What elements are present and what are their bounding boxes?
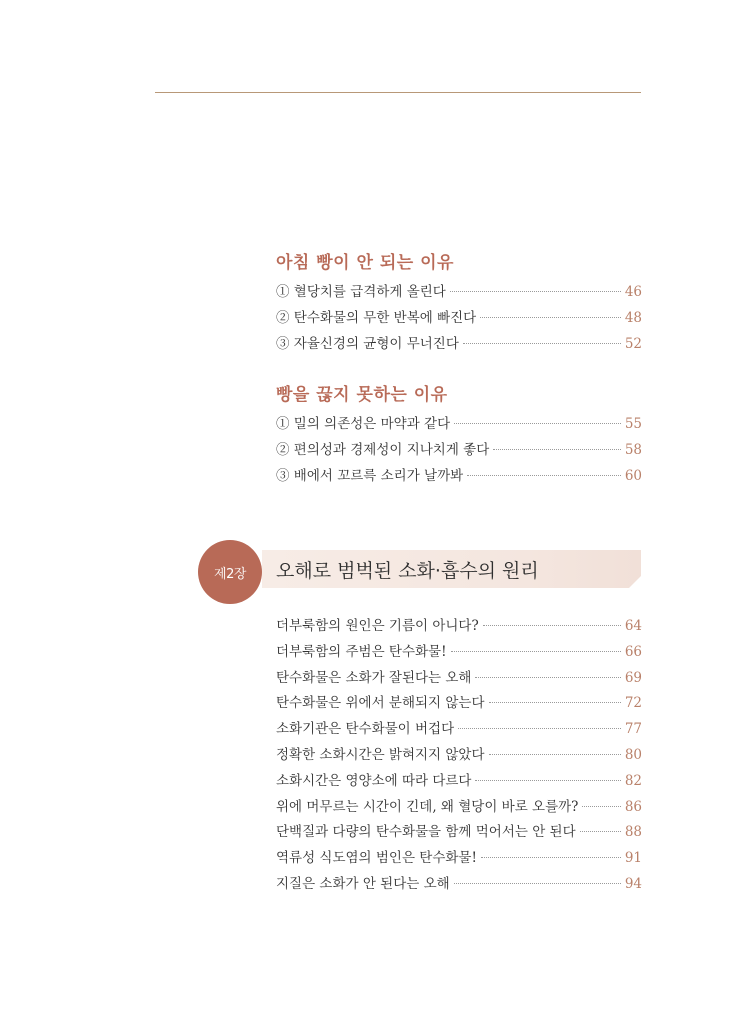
toc-entry-label: 소화시간은 영양소에 따라 다르다 [276, 772, 472, 789]
toc-entry[interactable] [276, 464, 642, 490]
dot-leader [475, 780, 620, 781]
toc-section-2 [276, 382, 642, 489]
toc-entry-page: 86 [624, 798, 642, 815]
toc-entry-label: ③ 배에서 꼬르륵 소리가 날까봐 [276, 467, 464, 484]
dot-leader [580, 831, 621, 832]
dot-leader [454, 883, 621, 884]
section-title: 아침 빵이 안 되는 이유 [276, 253, 454, 273]
toc-entry-page: 80 [624, 746, 642, 763]
toc-entry[interactable] [276, 846, 642, 872]
dot-leader [493, 449, 621, 450]
toc-entry-page: 58 [624, 441, 642, 458]
toc-entry[interactable] [276, 820, 642, 846]
toc-entry-label: 더부룩함의 주범은 탄수화물! [276, 643, 447, 660]
dot-leader [450, 291, 621, 292]
section-title: 빵을 끊지 못하는 이유 [276, 385, 448, 405]
toc-entry-label: 더부룩함의 원인은 기름이 아니다? [276, 618, 479, 634]
toc-entry-label: ② 편의성과 경제성이 지나치게 좋다 [276, 441, 490, 458]
dot-leader [582, 806, 620, 807]
toc-entry-page: 52 [624, 335, 642, 352]
toc-entry-page: 91 [624, 850, 642, 867]
toc-entry-page: 66 [624, 643, 642, 660]
toc-entry-page: 55 [624, 416, 642, 432]
toc-entry-page: 64 [624, 618, 642, 634]
toc-entry-page: 72 [624, 695, 642, 712]
chapter-toc-list [276, 614, 642, 898]
chapter-title[interactable]: 오해로 범벅된 소화·흡수의 원리 [276, 560, 539, 582]
toc-entry-page: 69 [624, 669, 642, 686]
toc-entry[interactable] [276, 795, 642, 821]
dot-leader [489, 702, 621, 703]
toc-entry-label: 역류성 식도염의 범인은 탄수화물! [276, 850, 477, 867]
toc-entry-label: ① 밀의 의존성은 마약과 같다 [276, 416, 451, 432]
toc-entry[interactable] [276, 614, 642, 640]
toc-entry-label: 지질은 소화가 안 된다는 오해 [276, 875, 450, 892]
toc-entry-label: 탄수화물은 소화가 잘된다는 오해 [276, 669, 472, 686]
toc-entry-page: 88 [624, 824, 642, 841]
dot-leader [481, 857, 621, 858]
toc-entry[interactable] [276, 666, 642, 692]
toc-entry-label: ② 탄수화물의 무한 반복에 빠진다 [276, 309, 477, 326]
dot-leader [451, 651, 621, 652]
dot-leader [483, 625, 621, 626]
toc-entry-page: 46 [624, 284, 642, 300]
toc-entry[interactable] [276, 412, 642, 438]
dot-leader [480, 317, 621, 318]
dot-leader [458, 728, 621, 729]
toc-entry[interactable] [276, 280, 642, 306]
toc-entry[interactable] [276, 640, 642, 666]
toc-entry-page: 94 [624, 875, 642, 892]
toc-entry-page: 82 [624, 772, 642, 789]
toc-entry-label: 소화기관은 탄수화물이 버겁다 [276, 721, 455, 738]
dot-leader [454, 423, 621, 424]
toc-entry[interactable] [276, 332, 642, 358]
toc-entry-label: ③ 자율신경의 균형이 무너진다 [276, 335, 459, 352]
toc-entry-label: ① 혈당치를 급격하게 올린다 [276, 284, 446, 300]
header-rule [155, 92, 641, 93]
toc-entry-page: 60 [624, 467, 642, 484]
toc-entry[interactable] [276, 438, 642, 464]
chapter-badge: 제2장 [198, 540, 262, 604]
toc-entry-page: 77 [624, 721, 642, 738]
toc-entry[interactable] [276, 743, 642, 769]
toc-section-1 [276, 250, 642, 357]
toc-entry-label: 위에 머무르는 시간이 긴데, 왜 혈당이 바로 오를까? [276, 798, 579, 815]
dot-leader [463, 343, 621, 344]
toc-entry[interactable] [276, 769, 642, 795]
toc-entry[interactable] [276, 691, 642, 717]
toc-entry-label: 단백질과 다량의 탄수화물을 함께 먹어서는 안 된다 [276, 824, 576, 841]
dot-leader [475, 677, 620, 678]
dot-leader [489, 754, 621, 755]
toc-entry-page: 48 [624, 309, 642, 326]
toc-entry-label: 정확한 소화시간은 밝혀지지 않았다 [276, 746, 485, 763]
toc-entry-label: 탄수화물은 위에서 분해되지 않는다 [276, 695, 485, 712]
toc-entry[interactable] [276, 872, 642, 898]
dot-leader [467, 475, 621, 476]
toc-entry[interactable] [276, 306, 642, 332]
toc-entry[interactable] [276, 717, 642, 743]
